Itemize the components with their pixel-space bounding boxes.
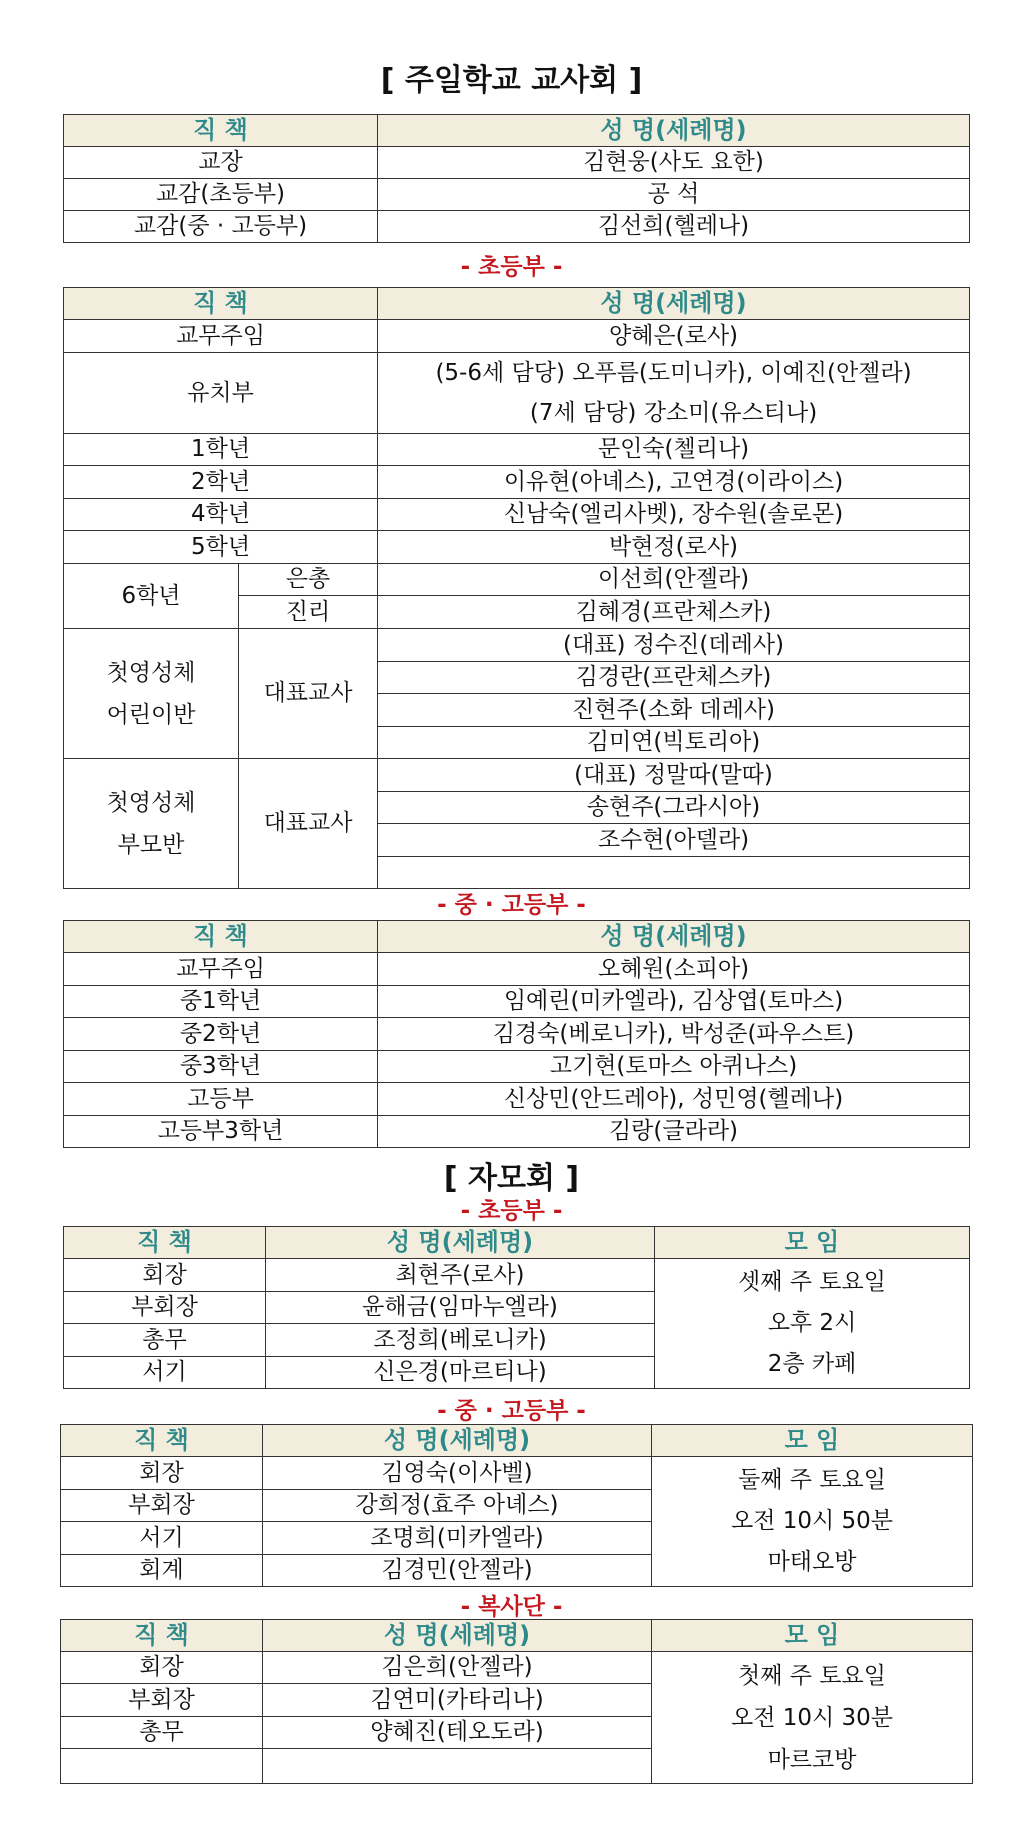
role-cell: 교무주임	[64, 953, 378, 986]
name-cell: 양혜은(로사)	[378, 320, 970, 353]
header-meeting: 모 임	[652, 1620, 973, 1652]
name-cell: 신상민(안드레아), 성민영(헬레나)	[378, 1083, 970, 1116]
name-cell: 김미연(빅토리아)	[378, 727, 970, 759]
role-cell: 1학년	[64, 434, 378, 466]
name-cell: 최현주(로사)	[266, 1259, 655, 1292]
role-cell: 교감(초등부)	[64, 179, 378, 211]
role-cell: 회장	[61, 1457, 263, 1490]
role-cell: 고등부	[64, 1083, 378, 1116]
elementary-teachers-table	[63, 287, 970, 889]
section-heading-elementary: - 초등부 -	[460, 254, 563, 280]
role-cell: 중1학년	[64, 986, 378, 1018]
role-cell: 부회장	[64, 1292, 266, 1324]
name-cell: 조수현(아델라)	[378, 824, 970, 857]
header-meeting: 모 임	[655, 1227, 970, 1259]
name-cell: 양혜진(테오도라)	[263, 1717, 652, 1749]
kinder-line-2: (7세 담당) 강소미(유스티나)	[529, 400, 818, 426]
name-cell: 문인숙(첼리나)	[378, 434, 970, 466]
name-cell: 진현주(소화 데레사)	[378, 694, 970, 727]
name-cell: 공 석	[378, 179, 970, 211]
role-cell: 4학년	[64, 499, 378, 531]
name-cell: 김랑(글라라)	[378, 1116, 970, 1148]
name-cell: 강희정(효주 아녜스)	[263, 1490, 652, 1522]
header-name: 성 명(세례명)	[266, 1227, 655, 1259]
name-cell: 김경민(안젤라)	[263, 1555, 652, 1587]
kinder-line-1: (5-6세 담당) 오푸름(도미니카), 이예진(안젤라)	[435, 360, 912, 386]
name-cell: 김혜경(프란체스카)	[378, 596, 970, 629]
header-role: 직 책	[64, 115, 378, 147]
role-cell: 2학년	[64, 466, 378, 499]
name-cell: 박현정(로사)	[378, 531, 970, 564]
name-cell: 윤해금(임마누엘라)	[266, 1292, 655, 1324]
role-cell: 중2학년	[64, 1018, 378, 1051]
header-name: 성 명(세례명)	[378, 921, 970, 953]
secondary-teachers-table	[63, 920, 970, 1148]
name-cell: 김선희(헬레나)	[378, 211, 970, 243]
kinder-names	[378, 353, 970, 434]
name-cell: (대표) 정수진(데레사)	[378, 629, 970, 662]
name-cell	[378, 857, 970, 889]
class-cell: 진리	[239, 596, 378, 629]
leadership-table	[63, 114, 970, 243]
name-cell: 이선희(안젤라)	[378, 564, 970, 596]
role-cell: 유치부	[64, 353, 378, 434]
class-cell: 대표교사	[239, 629, 378, 759]
parents-elementary-table	[63, 1226, 970, 1389]
name-cell: 김은희(안젤라)	[263, 1652, 652, 1684]
role-cell: 5학년	[64, 531, 378, 564]
header-name: 성 명(세례명)	[378, 288, 970, 320]
header-name: 성 명(세례명)	[263, 1620, 652, 1652]
role-cell: 총무	[61, 1717, 263, 1749]
role-cell: 부회장	[61, 1684, 263, 1717]
name-cell: 김현웅(사도 요한)	[378, 147, 970, 179]
section-heading-parents-elementary: - 초등부 -	[460, 1198, 563, 1224]
header-role: 직 책	[61, 1425, 263, 1457]
role-cell: 서기	[64, 1357, 266, 1389]
role-cell: 교장	[64, 147, 378, 179]
name-cell: 조명희(미카엘라)	[263, 1522, 652, 1555]
header-meeting: 모 임	[652, 1425, 973, 1457]
role-cell: 회계	[61, 1555, 263, 1587]
role-cell: 교감(중 · 고등부)	[64, 211, 378, 243]
main-title: [ 주일학교 교사회 ]	[380, 63, 643, 98]
class-cell: 대표교사	[239, 759, 378, 889]
role-cell: 부회장	[61, 1490, 263, 1522]
name-cell: 김경란(프란체스카)	[378, 662, 970, 694]
section-heading-secondary: - 중 · 고등부 -	[437, 892, 586, 918]
role-cell: 6학년	[64, 564, 239, 629]
name-cell: 이유현(아녜스), 고연경(이라이스)	[378, 466, 970, 499]
header-role: 직 책	[61, 1620, 263, 1652]
role-cell: 고등부3학년	[64, 1116, 378, 1148]
section-heading-service: - 복사단 -	[460, 1594, 563, 1620]
meeting-cell: 셋째 주 토요일 오후 2시 2층 카페	[655, 1259, 970, 1389]
name-cell: 신남숙(엘리사벳), 장수원(솔로몬)	[378, 499, 970, 531]
name-cell: 임예린(미카엘라), 김상엽(토마스)	[378, 986, 970, 1018]
role-cell: 총무	[64, 1324, 266, 1357]
name-cell: 신은경(마르티나)	[266, 1357, 655, 1389]
meeting-cell: 둘째 주 토요일 오전 10시 50분 마태오방	[652, 1457, 973, 1587]
service-table	[60, 1619, 973, 1784]
role-cell: 교무주임	[64, 320, 378, 353]
parents-title: [ 자모회 ]	[443, 1161, 580, 1196]
meeting-cell: 첫째 주 토요일 오전 10시 30분 마르코방	[652, 1652, 973, 1784]
header-role: 직 책	[64, 288, 378, 320]
first-communion-parent-label: 첫영성체 부모반	[64, 759, 239, 889]
name-cell: 조정희(베로니카)	[266, 1324, 655, 1357]
header-name: 성 명(세례명)	[378, 115, 970, 147]
role-cell: 회장	[64, 1259, 266, 1292]
name-cell: 오혜원(소피아)	[378, 953, 970, 986]
header-role: 직 책	[64, 921, 378, 953]
name-cell: 고기현(토마스 아퀴나스)	[378, 1051, 970, 1083]
name-cell: 송현주(그라시아)	[378, 792, 970, 824]
first-communion-child-label: 첫영성체 어린이반	[64, 629, 239, 759]
role-cell: 중3학년	[64, 1051, 378, 1083]
role-cell: 회장	[61, 1652, 263, 1684]
parents-secondary-table	[60, 1424, 973, 1587]
header-name: 성 명(세례명)	[263, 1425, 652, 1457]
role-cell	[61, 1749, 263, 1784]
name-cell: 김경숙(베로니카), 박성준(파우스트)	[378, 1018, 970, 1051]
header-role: 직 책	[64, 1227, 266, 1259]
name-cell	[263, 1749, 652, 1784]
name-cell: 김영숙(이사벨)	[263, 1457, 652, 1490]
name-cell: 김연미(카타리나)	[263, 1684, 652, 1717]
role-cell: 서기	[61, 1522, 263, 1555]
name-cell: (대표) 정말따(말따)	[378, 759, 970, 792]
section-heading-parents-secondary: - 중 · 고등부 -	[437, 1398, 586, 1424]
class-cell: 은총	[239, 564, 378, 596]
